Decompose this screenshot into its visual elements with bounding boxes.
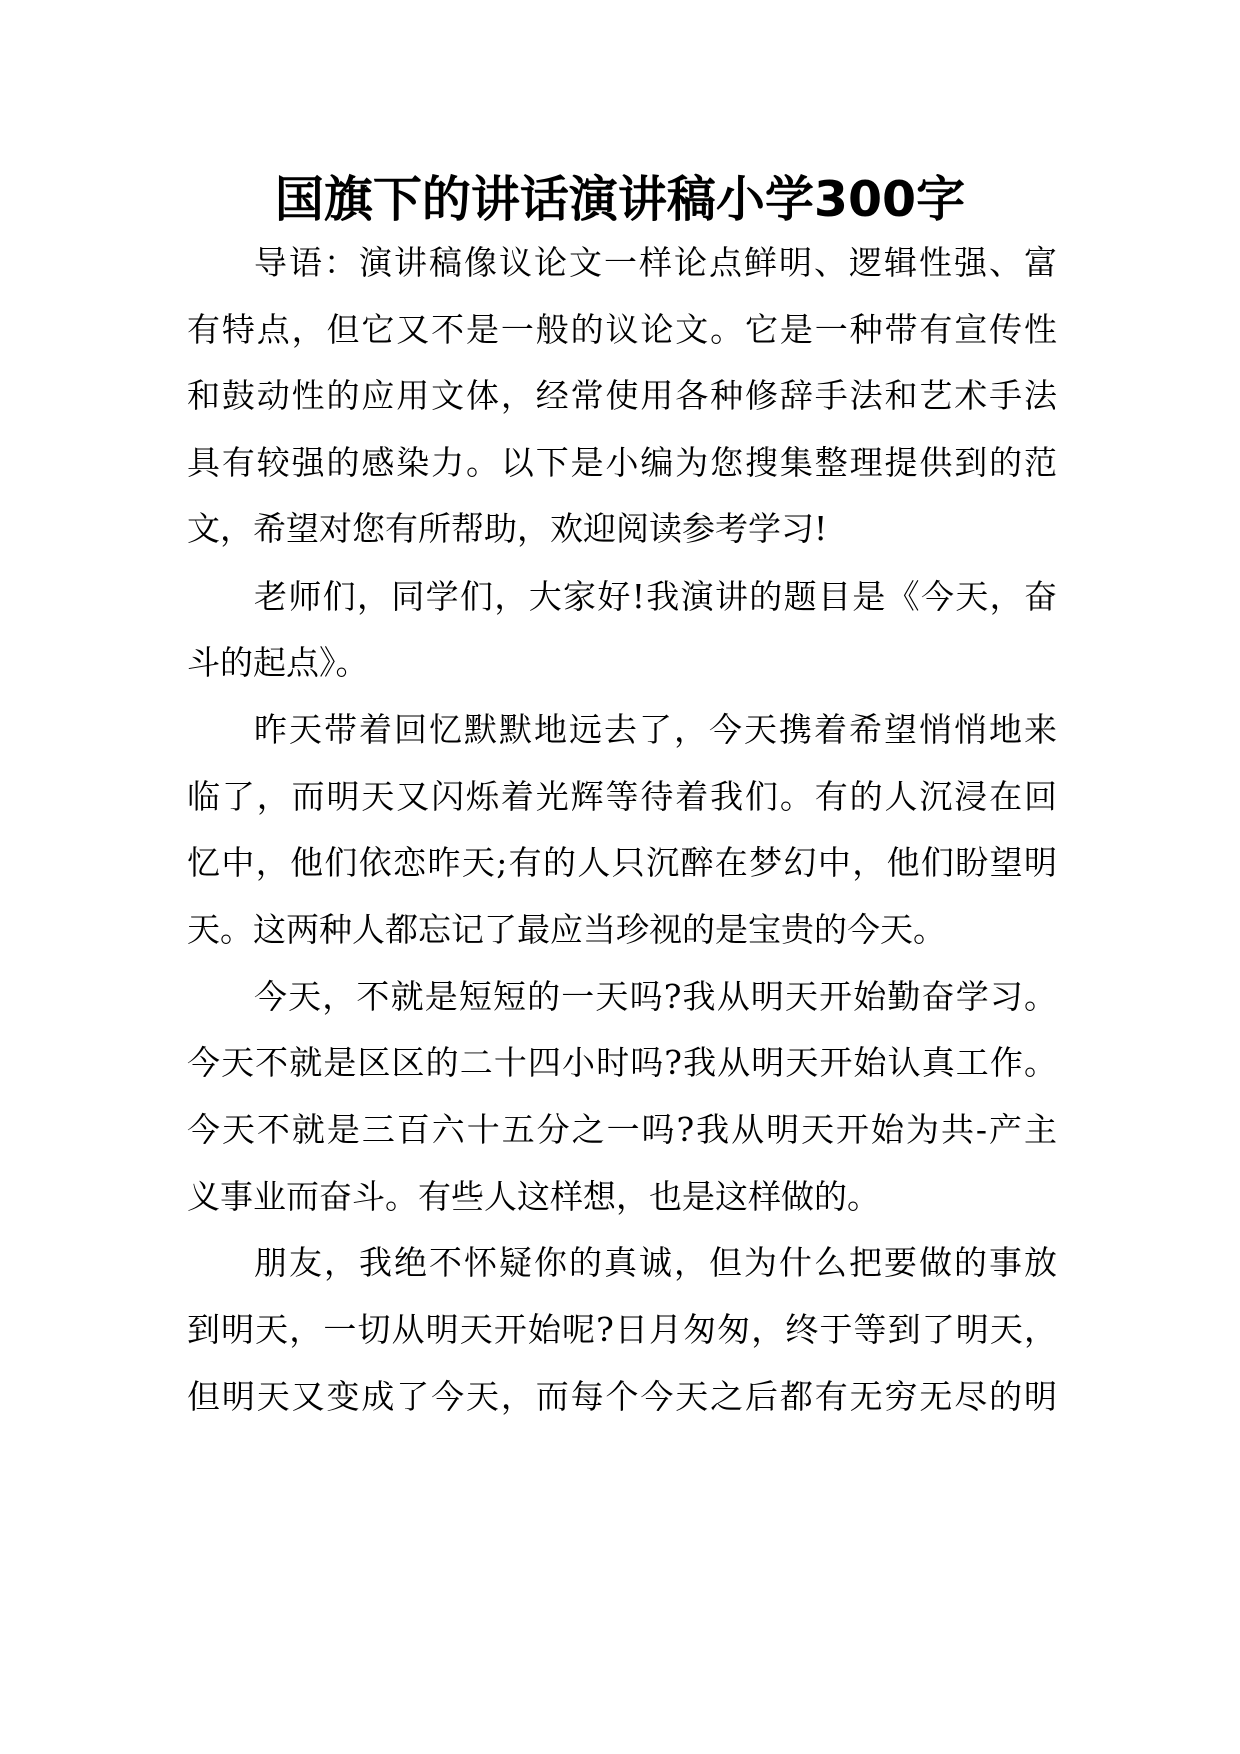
paragraph-line: 义事业而奋斗。有些人这样想，也是这样做的。 bbox=[187, 1177, 880, 1216]
paragraph-line: 昨天带着回忆默默地远去了，今天携着希望悄悄地来 bbox=[254, 710, 1057, 749]
paragraph-line: 斗的起点》。 bbox=[187, 643, 369, 682]
paragraph-line: 今天不就是区区的二十四小时吗?我从明天开始认真工作。 bbox=[187, 1043, 1057, 1082]
paragraph-line: 天。这两种人都忘记了最应当珍视的是宝贵的今天。 bbox=[187, 910, 946, 949]
paragraph-line: 到明天，一切从明天开始呢?日月匆匆，终于等到了明天， bbox=[187, 1310, 1057, 1349]
paragraph-line: 但明天又变成了今天，而每个今天之后都有无穷无尽的明 bbox=[187, 1377, 1057, 1416]
paragraph-line: 朋友，我绝不怀疑你的真诚，但为什么把要做的事放 bbox=[254, 1243, 1057, 1282]
paragraph-line: 临了，而明天又闪烁着光辉等待着我们。有的人沉浸在回 bbox=[187, 777, 1057, 816]
paragraph-line: 具有较强的感染力。以下是小编为您搜集整理提供到的范 bbox=[187, 443, 1057, 482]
paragraph-line: 今天，不就是短短的一天吗?我从明天开始勤奋学习。 bbox=[254, 977, 1057, 1016]
paragraph-line: 文，希望对您有所帮助，欢迎阅读参考学习! bbox=[187, 509, 828, 548]
paragraph-line: 和鼓动性的应用文体，经常使用各种修辞手法和艺术手法 bbox=[187, 376, 1057, 415]
paragraph-line: 今天不就是三百六十五分之一吗?我从明天开始为共-产主 bbox=[187, 1110, 1057, 1149]
paragraph-line: 有特点，但它又不是一般的议论文。它是一种带有宣传性 bbox=[187, 310, 1057, 349]
document-title: 国旗下的讲话演讲稿小学300字 bbox=[274, 171, 966, 228]
paragraph-line: 导语：演讲稿像议论文一样论点鲜明、逻辑性强、富 bbox=[254, 243, 1057, 282]
paragraph-line: 老师们，同学们，大家好!我演讲的题目是《今天，奋 bbox=[254, 577, 1057, 616]
paragraph-line: 忆中，他们依恋昨天;有的人只沉醉在梦幻中，他们盼望明 bbox=[187, 843, 1057, 882]
